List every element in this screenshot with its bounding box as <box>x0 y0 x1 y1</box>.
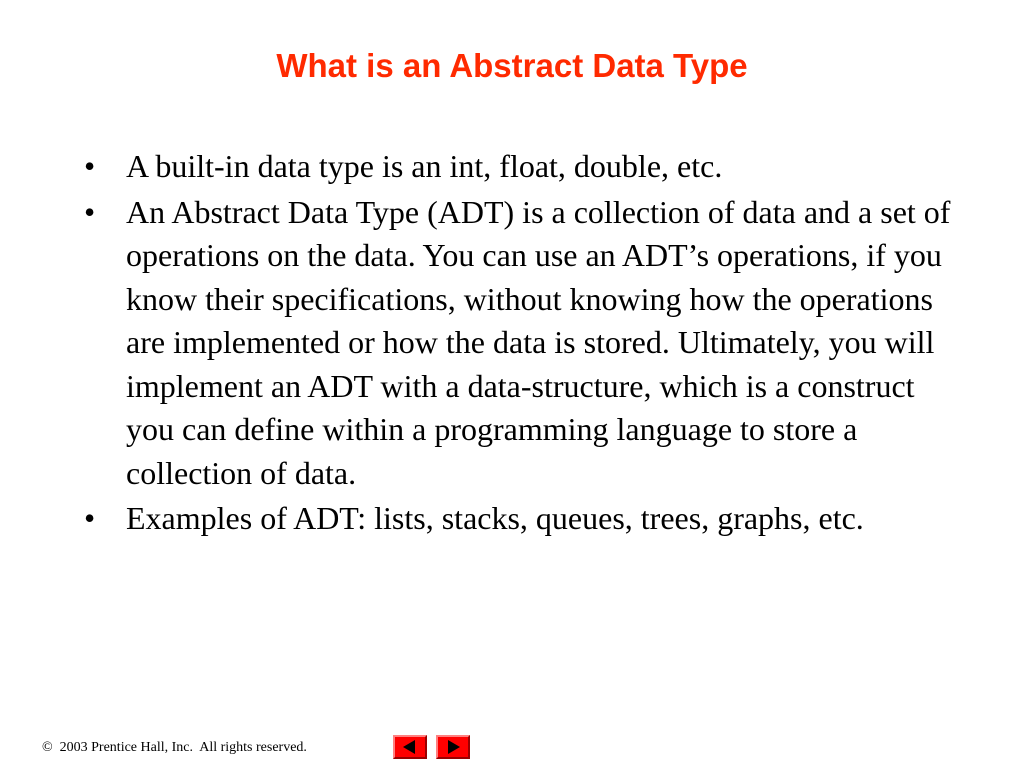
bullet-marker: • <box>84 148 96 184</box>
bullet-text: An Abstract Data Type (ADT) is a collection of data and a set of operations on the data. You can use an ADT’s operations, if you know their specifications, without knowing how the operations are implemented or how the data is stored. Ultimately, you will implement an ADT with a data-structure, which is a construct you can define within a programming language to store a collection of data. <box>126 193 951 491</box>
previous-slide-button[interactable] <box>393 735 427 759</box>
left-arrow-icon <box>395 737 425 757</box>
next-slide-button[interactable] <box>436 735 470 759</box>
slide-navigation <box>393 735 470 759</box>
bullet-item <box>84 497 954 541</box>
copyright-footer: © 2003 Prentice Hall, Inc. All rights reserved. <box>42 740 307 755</box>
slide-title: What is an Abstract Data Type <box>276 47 748 84</box>
bullet-item <box>84 145 954 189</box>
bullet-marker: • <box>84 193 96 230</box>
bullet-list <box>84 145 954 543</box>
bullet-item <box>84 191 954 496</box>
bullet-marker: • <box>84 500 96 536</box>
bullet-text: Examples of ADT: lists, stacks, queues, trees, graphs, etc. <box>126 500 864 536</box>
bullet-text: A built-in data type is an int, float, double, etc. <box>126 148 723 184</box>
right-arrow-icon <box>438 737 468 757</box>
